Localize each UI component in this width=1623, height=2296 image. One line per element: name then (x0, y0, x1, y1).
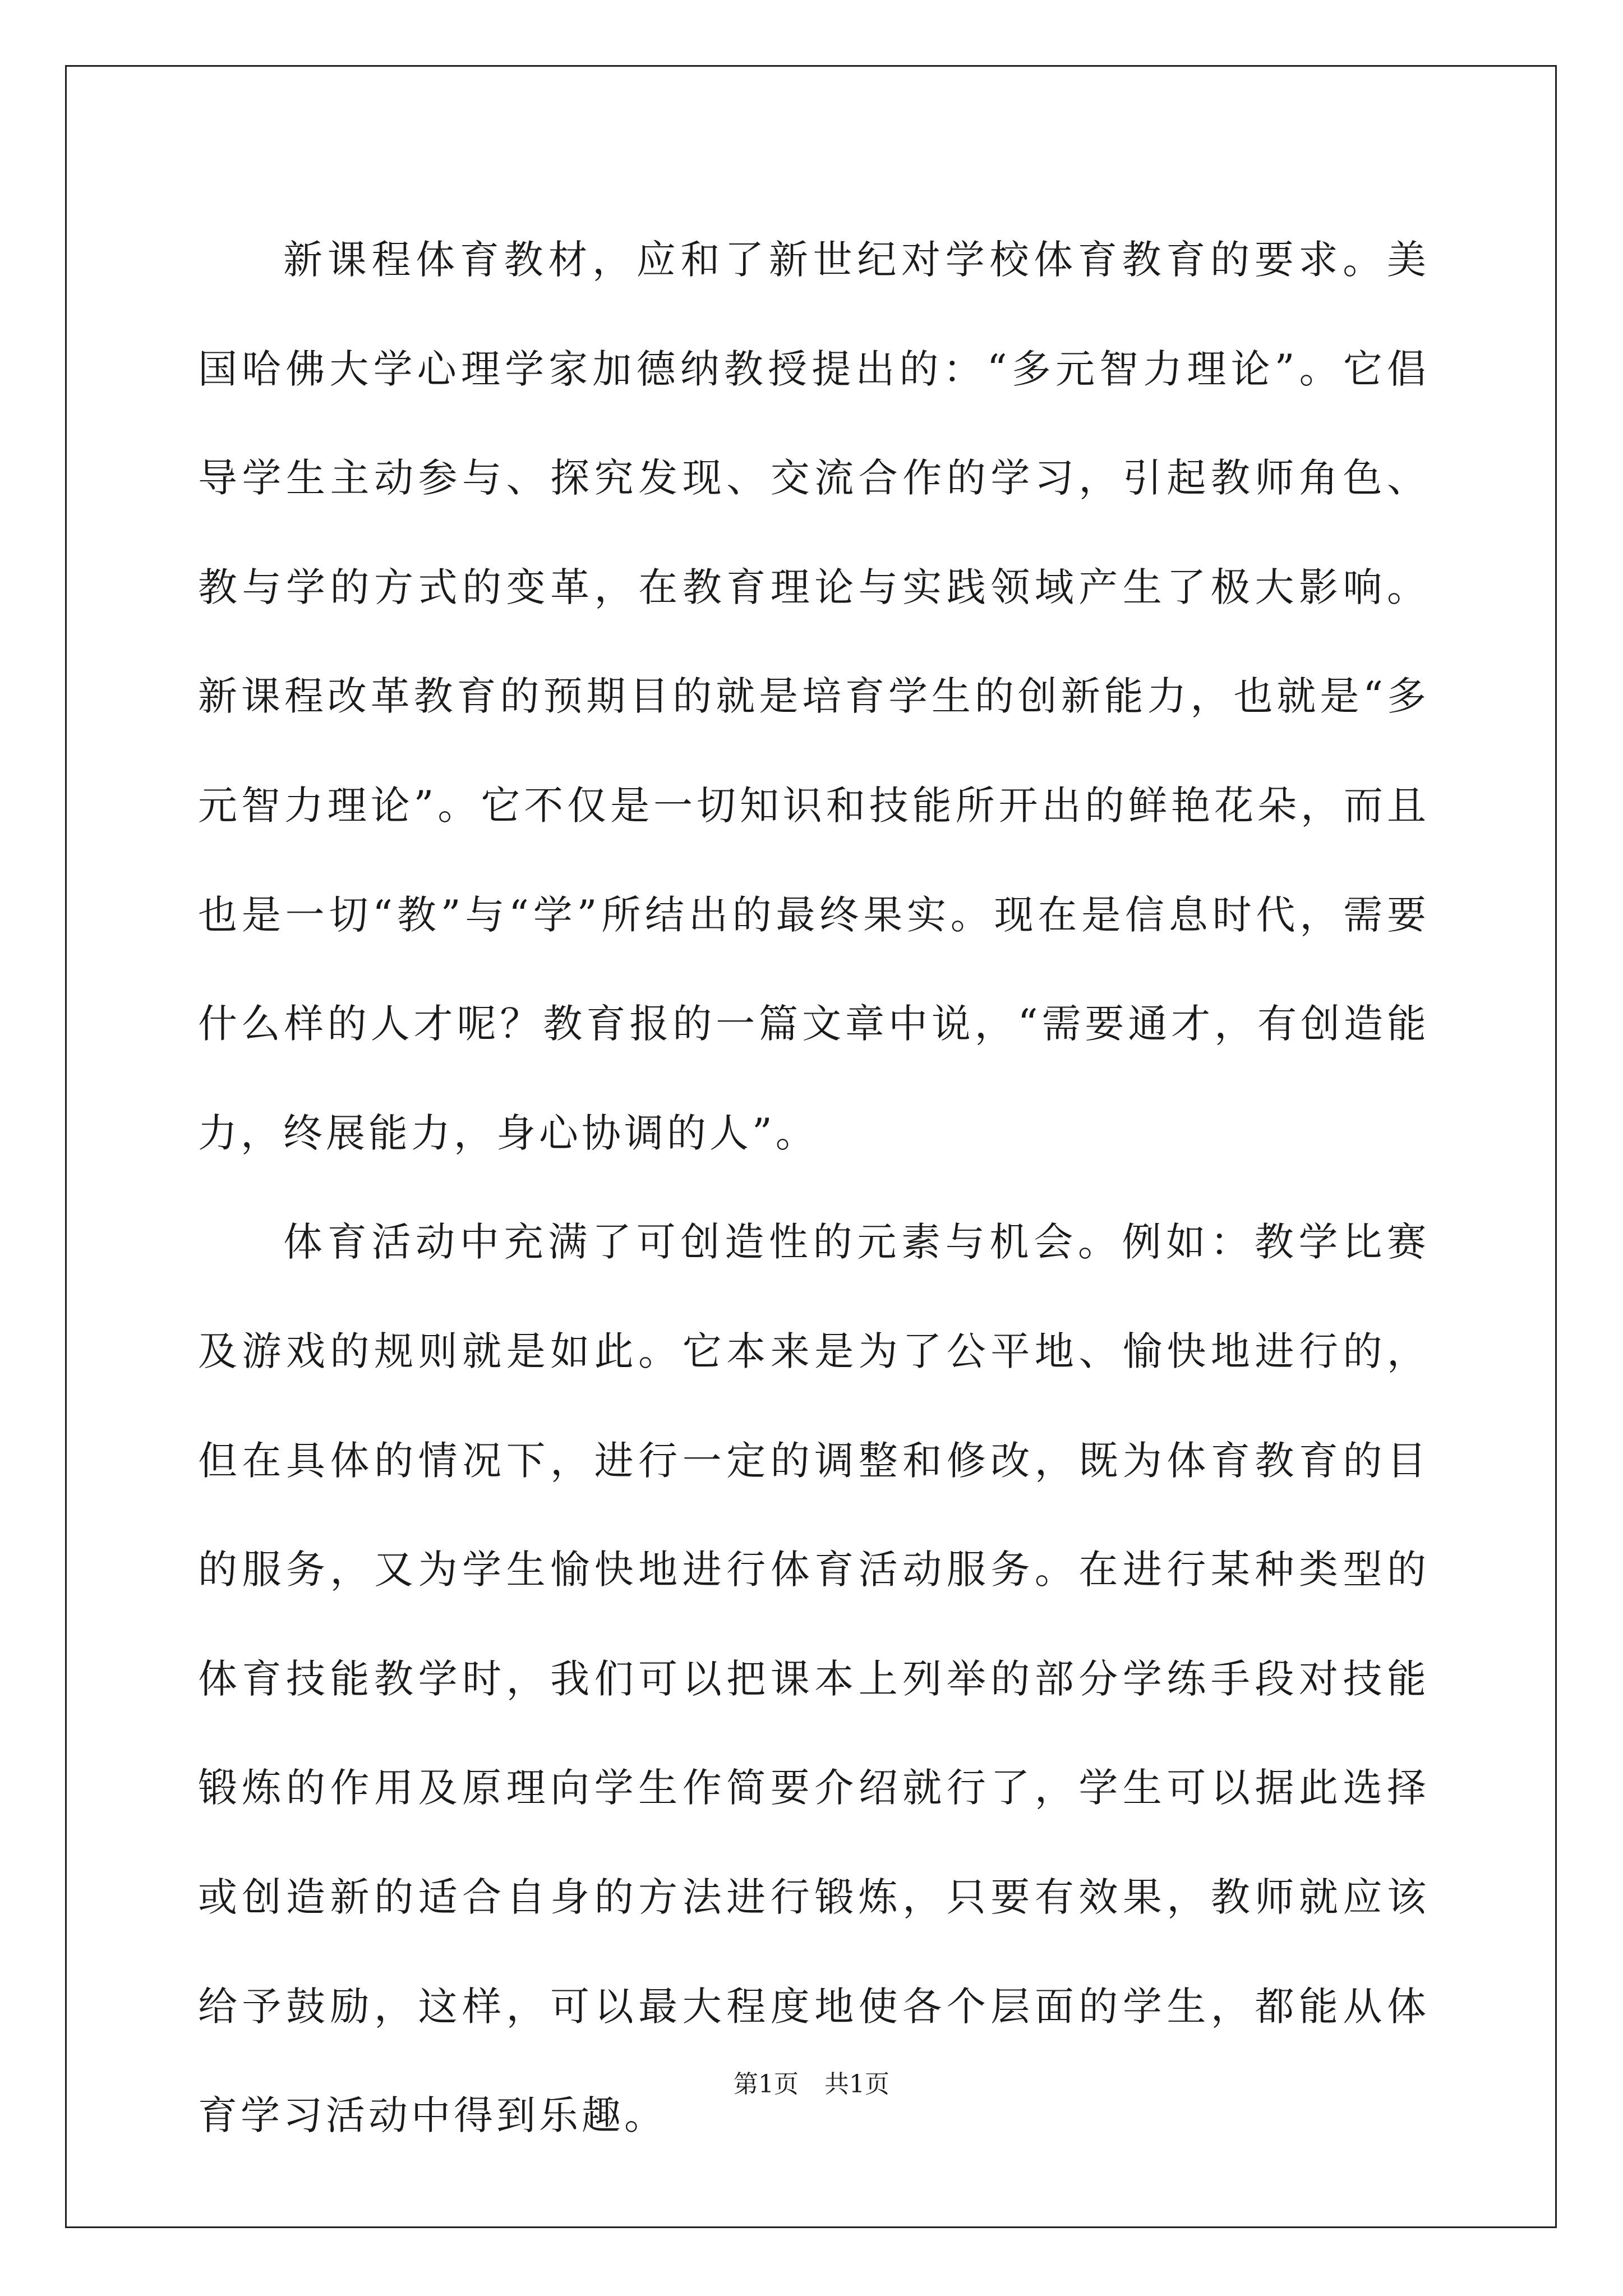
page-footer (0, 2068, 1623, 2101)
paragraph-1: 新课程体育教材，应和了新世纪对学校体育教育的要求。美国哈佛大学心理学家加德纳教授提出的：“多元智力理论”。它倡导学生主动参与、探究发现、交流合作的学习，引起教师角色、教与学的方式的变革，在教育理论与实践领域产生了极大影响。新课程改革教育的预期目的就是培育学生的创新能力，也就是“多元智力理论”。它不仅是一切知识和技能所开出的鲜艳花朵，而且也是一切“教”与“学”所结出的最终果实。现在是信息时代，需要什么样的人才呢？教育报的一篇文章中说，“需要通才，有创造能力，终展能力，身心协调的人”。 (198, 237, 1430, 1156)
page-total: 共1页 (824, 2070, 889, 2099)
paragraph-2: 体育活动中充满了可创造性的元素与机会。例如：教学比赛及游戏的规则就是如此。它本来是为了公平地、愉快地进行的，但在具体的情况下，进行一定的调整和修改，既为体育教育的目的服务，又为学生愉快地进行体育活动服务。在进行某种类型的体育技能教学时，我们可以把课本上列举的部分学练手段对技能锻炼的作用及原理向学生作简要介绍就行了，学生可以据此选择或创造新的适合自身的方法进行锻炼，只要有效果，教师就应该给予鼓励，这样，可以最大程度地使各个层面的学生，都能从体育学习活动中得到乐趣。 (198, 1219, 1430, 2139)
page-number: 第1页 (734, 2070, 799, 2099)
document-body (198, 205, 1430, 2170)
